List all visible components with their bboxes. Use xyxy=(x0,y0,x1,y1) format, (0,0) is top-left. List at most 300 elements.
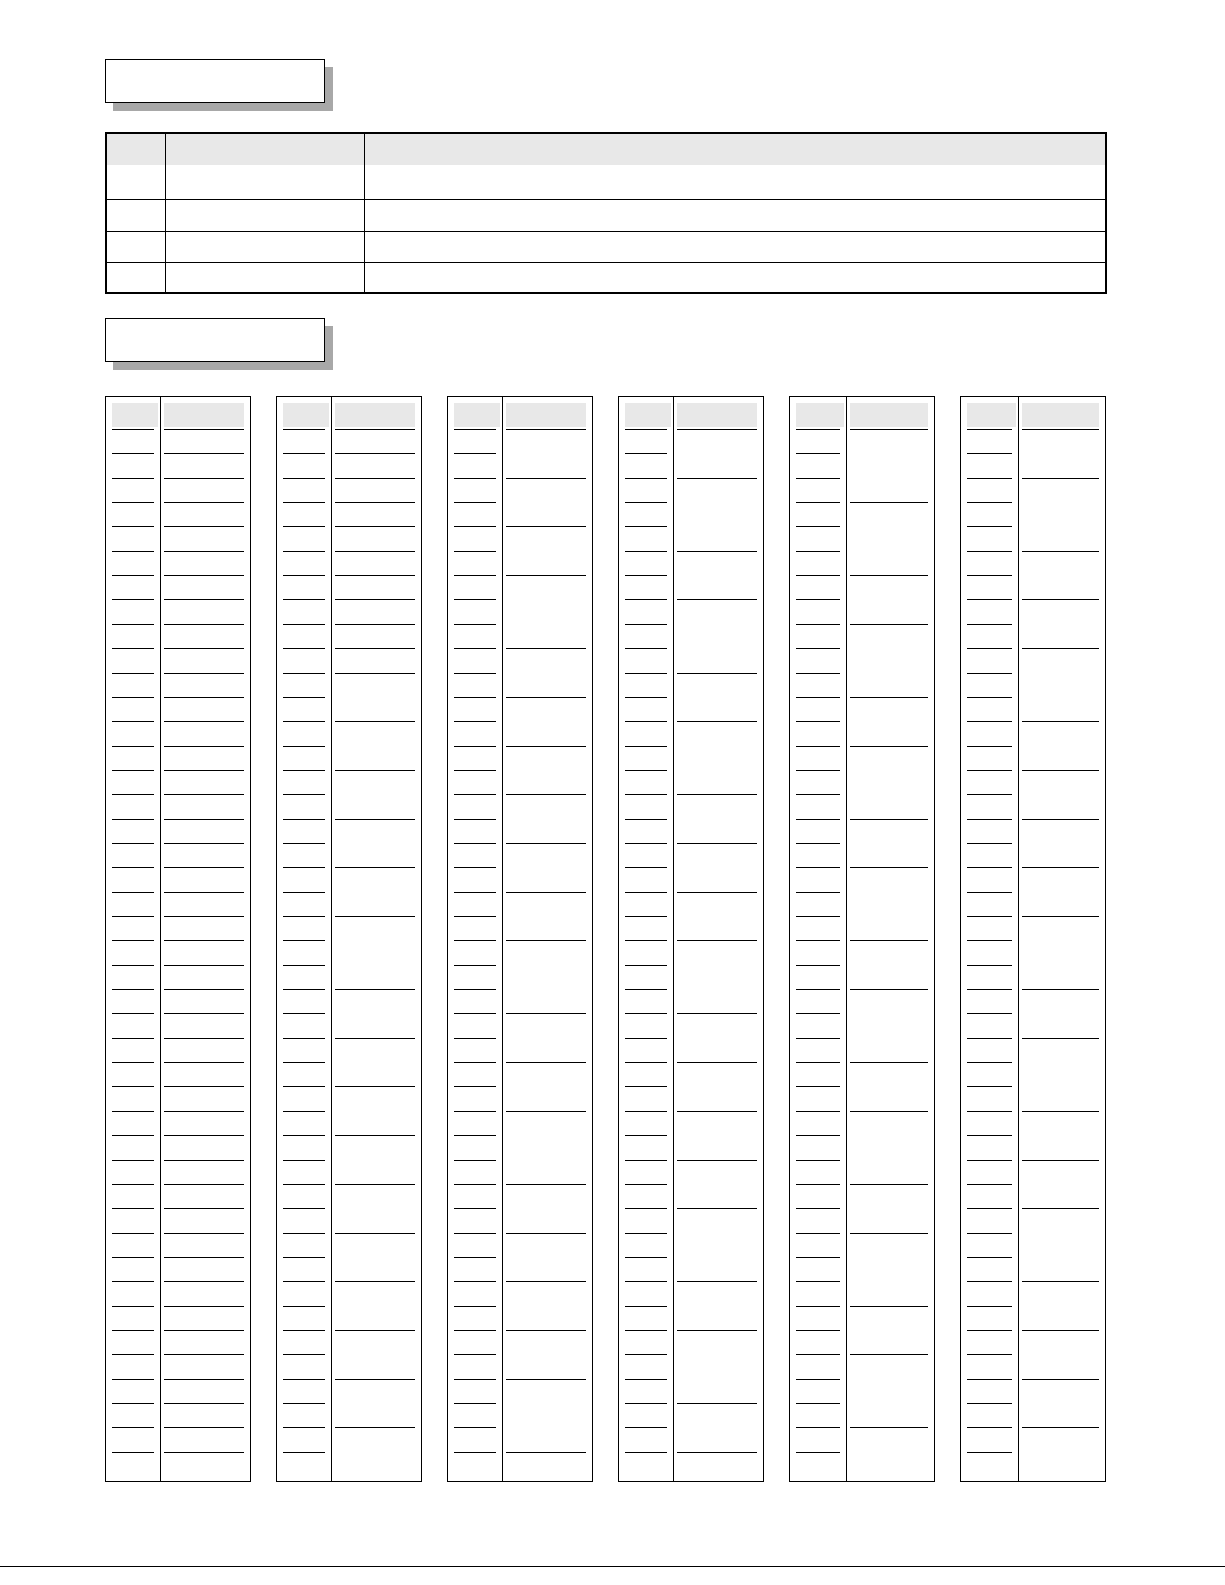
grid-row-line xyxy=(335,1135,415,1136)
grid-row-line xyxy=(1022,1330,1099,1331)
grid-row-line xyxy=(625,478,667,479)
grid-row-line xyxy=(506,940,586,941)
grid-column-header xyxy=(850,403,928,427)
grid-row-line xyxy=(796,624,840,625)
grid-row-line xyxy=(164,453,244,454)
grid-column-header xyxy=(454,403,500,427)
grid-row-line xyxy=(625,794,667,795)
grid-row-line xyxy=(335,1184,415,1185)
grid-row-line xyxy=(677,1403,757,1404)
grid-row-line xyxy=(677,673,757,674)
grid-row-line xyxy=(967,1160,1012,1161)
grid-row-line xyxy=(112,648,154,649)
grid-row-line xyxy=(283,478,325,479)
grid-row-line xyxy=(625,1354,667,1355)
grid-row-line xyxy=(506,526,586,527)
grid-row-line xyxy=(967,624,1012,625)
grid-row-line xyxy=(454,721,496,722)
grid-row-line xyxy=(283,1330,325,1331)
grid-row-line xyxy=(967,892,1012,893)
grid-row-line xyxy=(335,502,415,503)
grid-row-line xyxy=(967,478,1012,479)
grid-row-line xyxy=(283,1306,325,1307)
grid-row-line xyxy=(625,453,667,454)
grid-row-line xyxy=(796,1208,840,1209)
grid-row-line xyxy=(283,526,325,527)
grid-row-line xyxy=(112,1354,154,1355)
grid-column-header xyxy=(1022,403,1099,427)
grid-row-line xyxy=(796,453,840,454)
grid-row-line xyxy=(112,1208,154,1209)
grid-column-divider xyxy=(846,397,847,1481)
section-label-1 xyxy=(105,59,325,103)
grid-row-line xyxy=(677,940,757,941)
grid-row-line xyxy=(967,1403,1012,1404)
grid-row-line xyxy=(796,502,840,503)
grid-row-line xyxy=(164,1208,244,1209)
grid-column xyxy=(960,396,1106,1482)
grid-row-line xyxy=(850,819,928,820)
grid-row-line xyxy=(1022,478,1099,479)
grid-row-line xyxy=(850,1427,928,1428)
summary-row-line xyxy=(107,231,1105,232)
grid-row-line xyxy=(625,1038,667,1039)
grid-row-line xyxy=(796,867,840,868)
grid-row-line xyxy=(112,794,154,795)
grid-row-line xyxy=(335,673,415,674)
grid-row-line xyxy=(796,1354,840,1355)
grid-row-line xyxy=(677,1062,757,1063)
grid-row-line xyxy=(112,843,154,844)
grid-row-line xyxy=(1022,599,1099,600)
grid-row-line xyxy=(850,1306,928,1307)
grid-row-line xyxy=(796,526,840,527)
grid-row-line xyxy=(283,1427,325,1428)
grid-row-line xyxy=(677,794,757,795)
grid-row-line xyxy=(454,1013,496,1014)
grid-row-line xyxy=(454,1257,496,1258)
grid-row-line xyxy=(967,551,1012,552)
grid-row-line xyxy=(796,1038,840,1039)
grid-row-line xyxy=(967,1257,1012,1258)
grid-row-line xyxy=(335,721,415,722)
grid-row-line xyxy=(454,526,496,527)
grid-row-line xyxy=(164,1257,244,1258)
grid-column-divider xyxy=(1018,397,1019,1481)
grid-row-line xyxy=(625,1233,667,1234)
grid-row-line xyxy=(283,1038,325,1039)
grid-row-line xyxy=(164,940,244,941)
grid-row-line xyxy=(283,429,325,430)
grid-row-line xyxy=(454,1281,496,1282)
grid-row-line xyxy=(625,526,667,527)
grid-row-line xyxy=(796,1306,840,1307)
grid-column xyxy=(789,396,935,1482)
grid-row-line xyxy=(112,697,154,698)
grid-row-line xyxy=(164,794,244,795)
grid-row-line xyxy=(967,1135,1012,1136)
grid-row-line xyxy=(283,746,325,747)
grid-row-line xyxy=(112,965,154,966)
grid-row-line xyxy=(335,819,415,820)
grid-row-line xyxy=(967,1062,1012,1063)
grid-row-line xyxy=(454,1379,496,1380)
grid-row-line xyxy=(112,916,154,917)
grid-row-line xyxy=(625,989,667,990)
grid-row-line xyxy=(796,1330,840,1331)
grid-row-line xyxy=(677,599,757,600)
grid-row-line xyxy=(1022,648,1099,649)
grid-row-line xyxy=(625,1403,667,1404)
grid-row-line xyxy=(112,1403,154,1404)
grid-row-line xyxy=(283,1062,325,1063)
grid-row-line xyxy=(967,697,1012,698)
grid-row-line xyxy=(967,429,1012,430)
grid-row-line xyxy=(850,989,928,990)
grid-row-line xyxy=(283,940,325,941)
grid-row-line xyxy=(796,940,840,941)
grid-row-line xyxy=(283,794,325,795)
grid-row-line xyxy=(967,965,1012,966)
grid-row-line xyxy=(1022,429,1099,430)
grid-row-line xyxy=(454,575,496,576)
grid-row-line xyxy=(454,940,496,941)
grid-row-line xyxy=(283,1184,325,1185)
grid-row-line xyxy=(164,1086,244,1087)
grid-row-line xyxy=(1022,1038,1099,1039)
grid-row-line xyxy=(283,1257,325,1258)
grid-row-line xyxy=(796,1086,840,1087)
grid-row-line xyxy=(164,697,244,698)
grid-row-line xyxy=(454,1233,496,1234)
grid-row-line xyxy=(796,965,840,966)
grid-row-line xyxy=(796,429,840,430)
grid-row-line xyxy=(677,1330,757,1331)
grid-row-line xyxy=(335,1330,415,1331)
grid-row-line xyxy=(506,1330,586,1331)
grid-row-line xyxy=(454,1038,496,1039)
grid-row-line xyxy=(506,697,586,698)
grid-row-line xyxy=(454,916,496,917)
grid-row-line xyxy=(454,1427,496,1428)
grid-row-line xyxy=(850,697,928,698)
grid-row-line xyxy=(164,1184,244,1185)
grid-row-line xyxy=(967,1379,1012,1380)
grid-row-line xyxy=(967,648,1012,649)
grid-row-line xyxy=(454,1403,496,1404)
grid-column-divider xyxy=(160,397,161,1481)
grid-row-line xyxy=(335,648,415,649)
grid-row-line xyxy=(164,1111,244,1112)
grid-row-line xyxy=(112,1233,154,1234)
grid-row-line xyxy=(967,1330,1012,1331)
grid-row-line xyxy=(283,697,325,698)
grid-row-line xyxy=(164,1354,244,1355)
footer-rule xyxy=(0,1566,1225,1567)
grid-column-header xyxy=(112,403,158,427)
grid-row-line xyxy=(967,1281,1012,1282)
grid-row-line xyxy=(164,1379,244,1380)
grid-row-line xyxy=(164,892,244,893)
grid-row-line xyxy=(454,453,496,454)
grid-row-line xyxy=(283,1354,325,1355)
grid-row-line xyxy=(164,1135,244,1136)
grid-row-line xyxy=(112,867,154,868)
grid-column-header xyxy=(677,403,757,427)
grid-row-line xyxy=(677,1013,757,1014)
grid-row-line xyxy=(283,1281,325,1282)
grid-row-line xyxy=(625,1013,667,1014)
grid-row-line xyxy=(625,1184,667,1185)
grid-column-header xyxy=(967,403,1016,427)
grid-row-line xyxy=(454,770,496,771)
grid-row-line xyxy=(967,575,1012,576)
grid-column-divider xyxy=(331,397,332,1481)
grid-row-line xyxy=(112,1062,154,1063)
grid-row-line xyxy=(967,721,1012,722)
grid-row-line xyxy=(164,429,244,430)
grid-row-line xyxy=(164,989,244,990)
grid-row-line xyxy=(164,1062,244,1063)
grid-row-line xyxy=(454,892,496,893)
grid-row-line xyxy=(677,1208,757,1209)
grid-row-line xyxy=(625,1062,667,1063)
grid-row-line xyxy=(625,843,667,844)
grid-row-line xyxy=(112,1135,154,1136)
grid-row-line xyxy=(454,478,496,479)
grid-row-line xyxy=(967,770,1012,771)
grid-row-line xyxy=(335,1086,415,1087)
grid-row-line xyxy=(796,575,840,576)
grid-row-line xyxy=(506,1111,586,1112)
grid-row-line xyxy=(1022,867,1099,868)
grid-row-line xyxy=(677,429,757,430)
grid-row-line xyxy=(164,599,244,600)
grid-row-line xyxy=(1022,721,1099,722)
grid-row-line xyxy=(796,1379,840,1380)
grid-row-line xyxy=(112,892,154,893)
grid-row-line xyxy=(335,551,415,552)
grid-row-line xyxy=(283,1013,325,1014)
grid-row-line xyxy=(283,989,325,990)
grid-row-line xyxy=(454,624,496,625)
grid-row-line xyxy=(796,1160,840,1161)
grid-row-line xyxy=(164,1403,244,1404)
grid-row-line xyxy=(625,867,667,868)
grid-row-line xyxy=(283,575,325,576)
grid-row-line xyxy=(625,599,667,600)
grid-row-line xyxy=(335,478,415,479)
grid-row-line xyxy=(625,1208,667,1209)
grid-row-line xyxy=(1022,1111,1099,1112)
grid-row-line xyxy=(454,673,496,674)
grid-row-line xyxy=(506,746,586,747)
grid-row-line xyxy=(967,673,1012,674)
grid-row-line xyxy=(164,843,244,844)
grid-row-line xyxy=(796,1062,840,1063)
grid-row-line xyxy=(677,478,757,479)
grid-row-line xyxy=(112,721,154,722)
grid-row-line xyxy=(283,624,325,625)
grid-row-line xyxy=(335,575,415,576)
grid-row-line xyxy=(112,940,154,941)
grid-row-line xyxy=(164,673,244,674)
grid-row-line xyxy=(625,916,667,917)
grid-row-line xyxy=(454,429,496,430)
grid-row-line xyxy=(850,575,928,576)
grid-row-line xyxy=(796,1281,840,1282)
grid-row-line xyxy=(850,1062,928,1063)
grid-row-line xyxy=(967,1354,1012,1355)
grid-column-header xyxy=(625,403,671,427)
grid-row-line xyxy=(335,599,415,600)
grid-row-line xyxy=(112,453,154,454)
grid-row-line xyxy=(164,575,244,576)
grid-row-line xyxy=(1022,1208,1099,1209)
grid-row-line xyxy=(164,478,244,479)
grid-row-line xyxy=(283,502,325,503)
grid-row-line xyxy=(335,453,415,454)
section-label-2 xyxy=(105,318,325,362)
grid-row-line xyxy=(283,673,325,674)
grid-row-line xyxy=(796,794,840,795)
grid-row-line xyxy=(454,502,496,503)
grid-column xyxy=(105,396,251,1482)
grid-row-line xyxy=(967,1233,1012,1234)
grid-row-line xyxy=(625,1330,667,1331)
grid-row-line xyxy=(454,1062,496,1063)
grid-column-header xyxy=(164,403,244,427)
grid-row-line xyxy=(283,1160,325,1161)
grid-row-line xyxy=(454,648,496,649)
grid-row-line xyxy=(506,1379,586,1380)
grid-row-line xyxy=(112,770,154,771)
grid-column xyxy=(447,396,593,1482)
grid-row-line xyxy=(335,867,415,868)
grid-row-line xyxy=(796,1184,840,1185)
grid-row-line xyxy=(625,429,667,430)
grid-row-line xyxy=(164,721,244,722)
grid-row-line xyxy=(283,1111,325,1112)
grid-row-line xyxy=(1022,1427,1099,1428)
grid-row-line xyxy=(283,1233,325,1234)
grid-row-line xyxy=(625,1427,667,1428)
grid-row-line xyxy=(796,1013,840,1014)
grid-row-line xyxy=(796,1403,840,1404)
grid-row-line xyxy=(506,429,586,430)
grid-row-line xyxy=(1022,819,1099,820)
grid-row-line xyxy=(677,721,757,722)
grid-row-line xyxy=(625,770,667,771)
grid-row-line xyxy=(796,819,840,820)
grid-row-line xyxy=(112,989,154,990)
grid-row-line xyxy=(164,770,244,771)
grid-row-line xyxy=(112,478,154,479)
grid-row-line xyxy=(850,746,928,747)
grid-row-line xyxy=(850,1354,928,1355)
grid-row-line xyxy=(335,1379,415,1380)
grid-row-line xyxy=(1022,1379,1099,1380)
grid-row-line xyxy=(967,1038,1012,1039)
grid-row-line xyxy=(625,551,667,552)
grid-row-line xyxy=(335,770,415,771)
grid-row-line xyxy=(164,1452,244,1453)
grid-row-line xyxy=(164,1233,244,1234)
grid-row-line xyxy=(625,1281,667,1282)
grid-row-line xyxy=(112,1160,154,1161)
grid-row-line xyxy=(454,1184,496,1185)
grid-row-line xyxy=(967,526,1012,527)
grid-row-line xyxy=(283,965,325,966)
grid-row-line xyxy=(335,1427,415,1428)
grid-row-line xyxy=(112,624,154,625)
grid-row-line xyxy=(506,1013,586,1014)
grid-column xyxy=(618,396,764,1482)
grid-row-line xyxy=(454,1160,496,1161)
grid-row-line xyxy=(164,1038,244,1039)
grid-row-line xyxy=(1022,1160,1099,1161)
grid-row-line xyxy=(967,867,1012,868)
grid-row-line xyxy=(506,1233,586,1234)
grid-row-line xyxy=(625,502,667,503)
grid-row-line xyxy=(112,1330,154,1331)
grid-row-line xyxy=(112,1038,154,1039)
grid-row-line xyxy=(1022,1281,1099,1282)
grid-row-line xyxy=(625,1086,667,1087)
grid-row-line xyxy=(506,575,586,576)
grid-row-line xyxy=(506,648,586,649)
grid-row-line xyxy=(625,1306,667,1307)
grid-row-line xyxy=(112,1427,154,1428)
grid-row-line xyxy=(796,478,840,479)
grid-row-line xyxy=(967,1306,1012,1307)
grid-row-line xyxy=(283,1135,325,1136)
grid-row-line xyxy=(796,697,840,698)
grid-row-line xyxy=(1022,770,1099,771)
grid-column-divider xyxy=(673,397,674,1481)
summary-divider xyxy=(165,134,166,292)
grid-row-line xyxy=(164,502,244,503)
grid-row-line xyxy=(112,551,154,552)
grid-row-line xyxy=(506,478,586,479)
grid-row-line xyxy=(967,746,1012,747)
grid-row-line xyxy=(967,843,1012,844)
grid-row-line xyxy=(454,843,496,844)
grid-row-line xyxy=(967,1184,1012,1185)
grid-row-line xyxy=(112,1013,154,1014)
grid-row-line xyxy=(335,1281,415,1282)
grid-row-line xyxy=(164,867,244,868)
grid-row-line xyxy=(850,1111,928,1112)
grid-row-line xyxy=(796,551,840,552)
grid-row-line xyxy=(677,1452,757,1453)
grid-row-line xyxy=(967,1013,1012,1014)
grid-column xyxy=(276,396,422,1482)
grid-row-line xyxy=(164,819,244,820)
grid-row-line xyxy=(796,1111,840,1112)
grid-row-line xyxy=(164,624,244,625)
grid-row-line xyxy=(335,624,415,625)
grid-row-line xyxy=(335,916,415,917)
grid-row-line xyxy=(164,1427,244,1428)
grid-row-line xyxy=(850,867,928,868)
grid-row-line xyxy=(796,989,840,990)
grid-row-line xyxy=(283,916,325,917)
grid-column-divider xyxy=(502,397,503,1481)
grid-row-line xyxy=(967,819,1012,820)
grid-row-line xyxy=(335,526,415,527)
grid-row-line xyxy=(454,1354,496,1355)
